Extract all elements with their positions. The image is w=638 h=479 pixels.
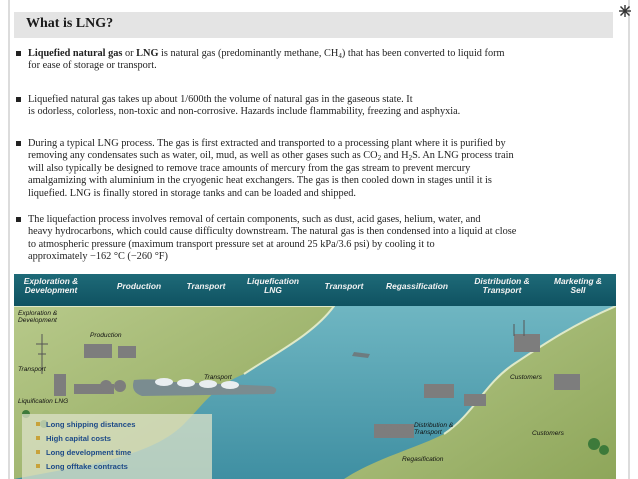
scene-label-customers: Customers	[510, 374, 542, 381]
subscript: 4	[338, 52, 342, 60]
bullet-line	[28, 150, 514, 162]
bullet-line: approximately −162 °C (−260 °F)	[28, 251, 168, 263]
stage-label: Transport	[324, 281, 364, 291]
bullet-dot-icon	[36, 464, 40, 468]
bullet-item	[14, 94, 460, 119]
right-border-line	[628, 0, 630, 479]
subscript: 2	[408, 154, 413, 163]
bullet-line: Liquefied natural gas takes up about 1/600th the volume of natural gas in the gaseous state. It	[28, 94, 413, 105]
bullet-item	[14, 138, 514, 200]
bullet-line: for ease of storage or transport.	[28, 60, 157, 72]
bullet-square-icon	[16, 217, 21, 222]
bullet-line: will also typically be designed to remove trace amounts of mercury from the gas stream to prevent mercury	[28, 162, 471, 174]
bullet-dot-icon	[36, 436, 40, 440]
stage-label: Production	[116, 281, 162, 291]
bullet-line: heavy hydrocarbons, which could cause difficulty downstream. The natural gas is then condensed into a liquid at close	[28, 226, 517, 238]
challenge-text: High capital costs	[46, 434, 111, 443]
text-fragment: or	[122, 48, 137, 59]
stage-label: Distribution & Transport	[474, 276, 530, 295]
stage-label: Transport	[186, 281, 226, 291]
challenge-item	[36, 434, 111, 443]
scene-label-distribution: Distribution & Transport	[414, 422, 454, 436]
slide-title: What is LNG?	[14, 12, 613, 38]
scene-label-exploration: Exploration & Development	[18, 310, 58, 324]
value-chain-stage-bar	[14, 274, 616, 306]
bullet-square-icon	[16, 97, 21, 102]
asterisk-icon	[618, 4, 632, 18]
challenge-text: Long development time	[46, 448, 132, 457]
stage-label: Marketing & Sell	[554, 276, 602, 295]
bullet-line: is odorless, colorless, non-toxic and non-corrosive. Hazards include flammability, freezing and asphyxia.	[28, 106, 461, 118]
stage-label: Regassification	[386, 281, 448, 291]
stage-label: Liquefication LNG	[246, 276, 300, 295]
scene-label-liquefication: Liquification LNG	[18, 398, 69, 405]
bullet-line	[28, 48, 505, 60]
bullet-line: During a typical LNG process. The gas is first extracted and transported to a processing plant where it is purified by	[28, 138, 506, 149]
term-lng: LNG	[136, 48, 159, 59]
scene-label-regasification: Regasification	[402, 456, 444, 463]
challenge-item	[36, 462, 128, 471]
bullet-item	[14, 214, 516, 264]
bullet-line: liquefied. LNG is finally stored in storage tanks and can be loaded and shipped.	[28, 187, 356, 199]
left-border-line	[8, 0, 10, 479]
bullet-item	[14, 48, 505, 73]
bullet-dot-icon	[36, 450, 40, 454]
text-fragment: S. An LNG process train	[412, 150, 514, 162]
bullet-line: to atmospheric pressure (maximum transport pressure set at around 25 kPa/3.6 psi) by cooling it to	[28, 238, 435, 250]
challenge-item	[36, 420, 135, 429]
lng-value-chain-infographic	[14, 274, 616, 479]
scene-label-transport: Transport	[18, 366, 46, 373]
text-fragment: removing any condensates such as water, oil, mud, as well as other gases such as CO	[28, 150, 378, 162]
text-fragment: and H	[381, 150, 409, 162]
challenge-text: Long shipping distances	[46, 420, 136, 429]
bullet-line: The liquefaction process involves removal of certain components, such as dust, acid gases, helium, water, and	[28, 214, 481, 225]
subscript: 2	[377, 154, 382, 163]
text-fragment: ) that has been converted to liquid form	[341, 48, 505, 59]
bullet-dot-icon	[36, 422, 40, 426]
challenge-text: Long offtake contracts	[46, 462, 128, 471]
text-fragment: is natural gas (predominantly methane, CH	[158, 48, 339, 59]
challenge-item	[36, 448, 131, 457]
scene-label-production: Production	[90, 332, 122, 339]
scene-label-customers: Customers	[532, 430, 564, 437]
stage-label: Exploration & Development	[23, 276, 79, 295]
bullet-square-icon	[16, 141, 21, 146]
term-lng-full: Liquefied natural gas	[28, 48, 123, 59]
bullet-square-icon	[16, 51, 21, 56]
bullet-line: amalgamizing with aluminium in the cryogenic heat exchangers. The gas is then cooled down in stages until it is	[28, 175, 492, 187]
scene-label-transport-ship: Transport	[204, 374, 232, 381]
